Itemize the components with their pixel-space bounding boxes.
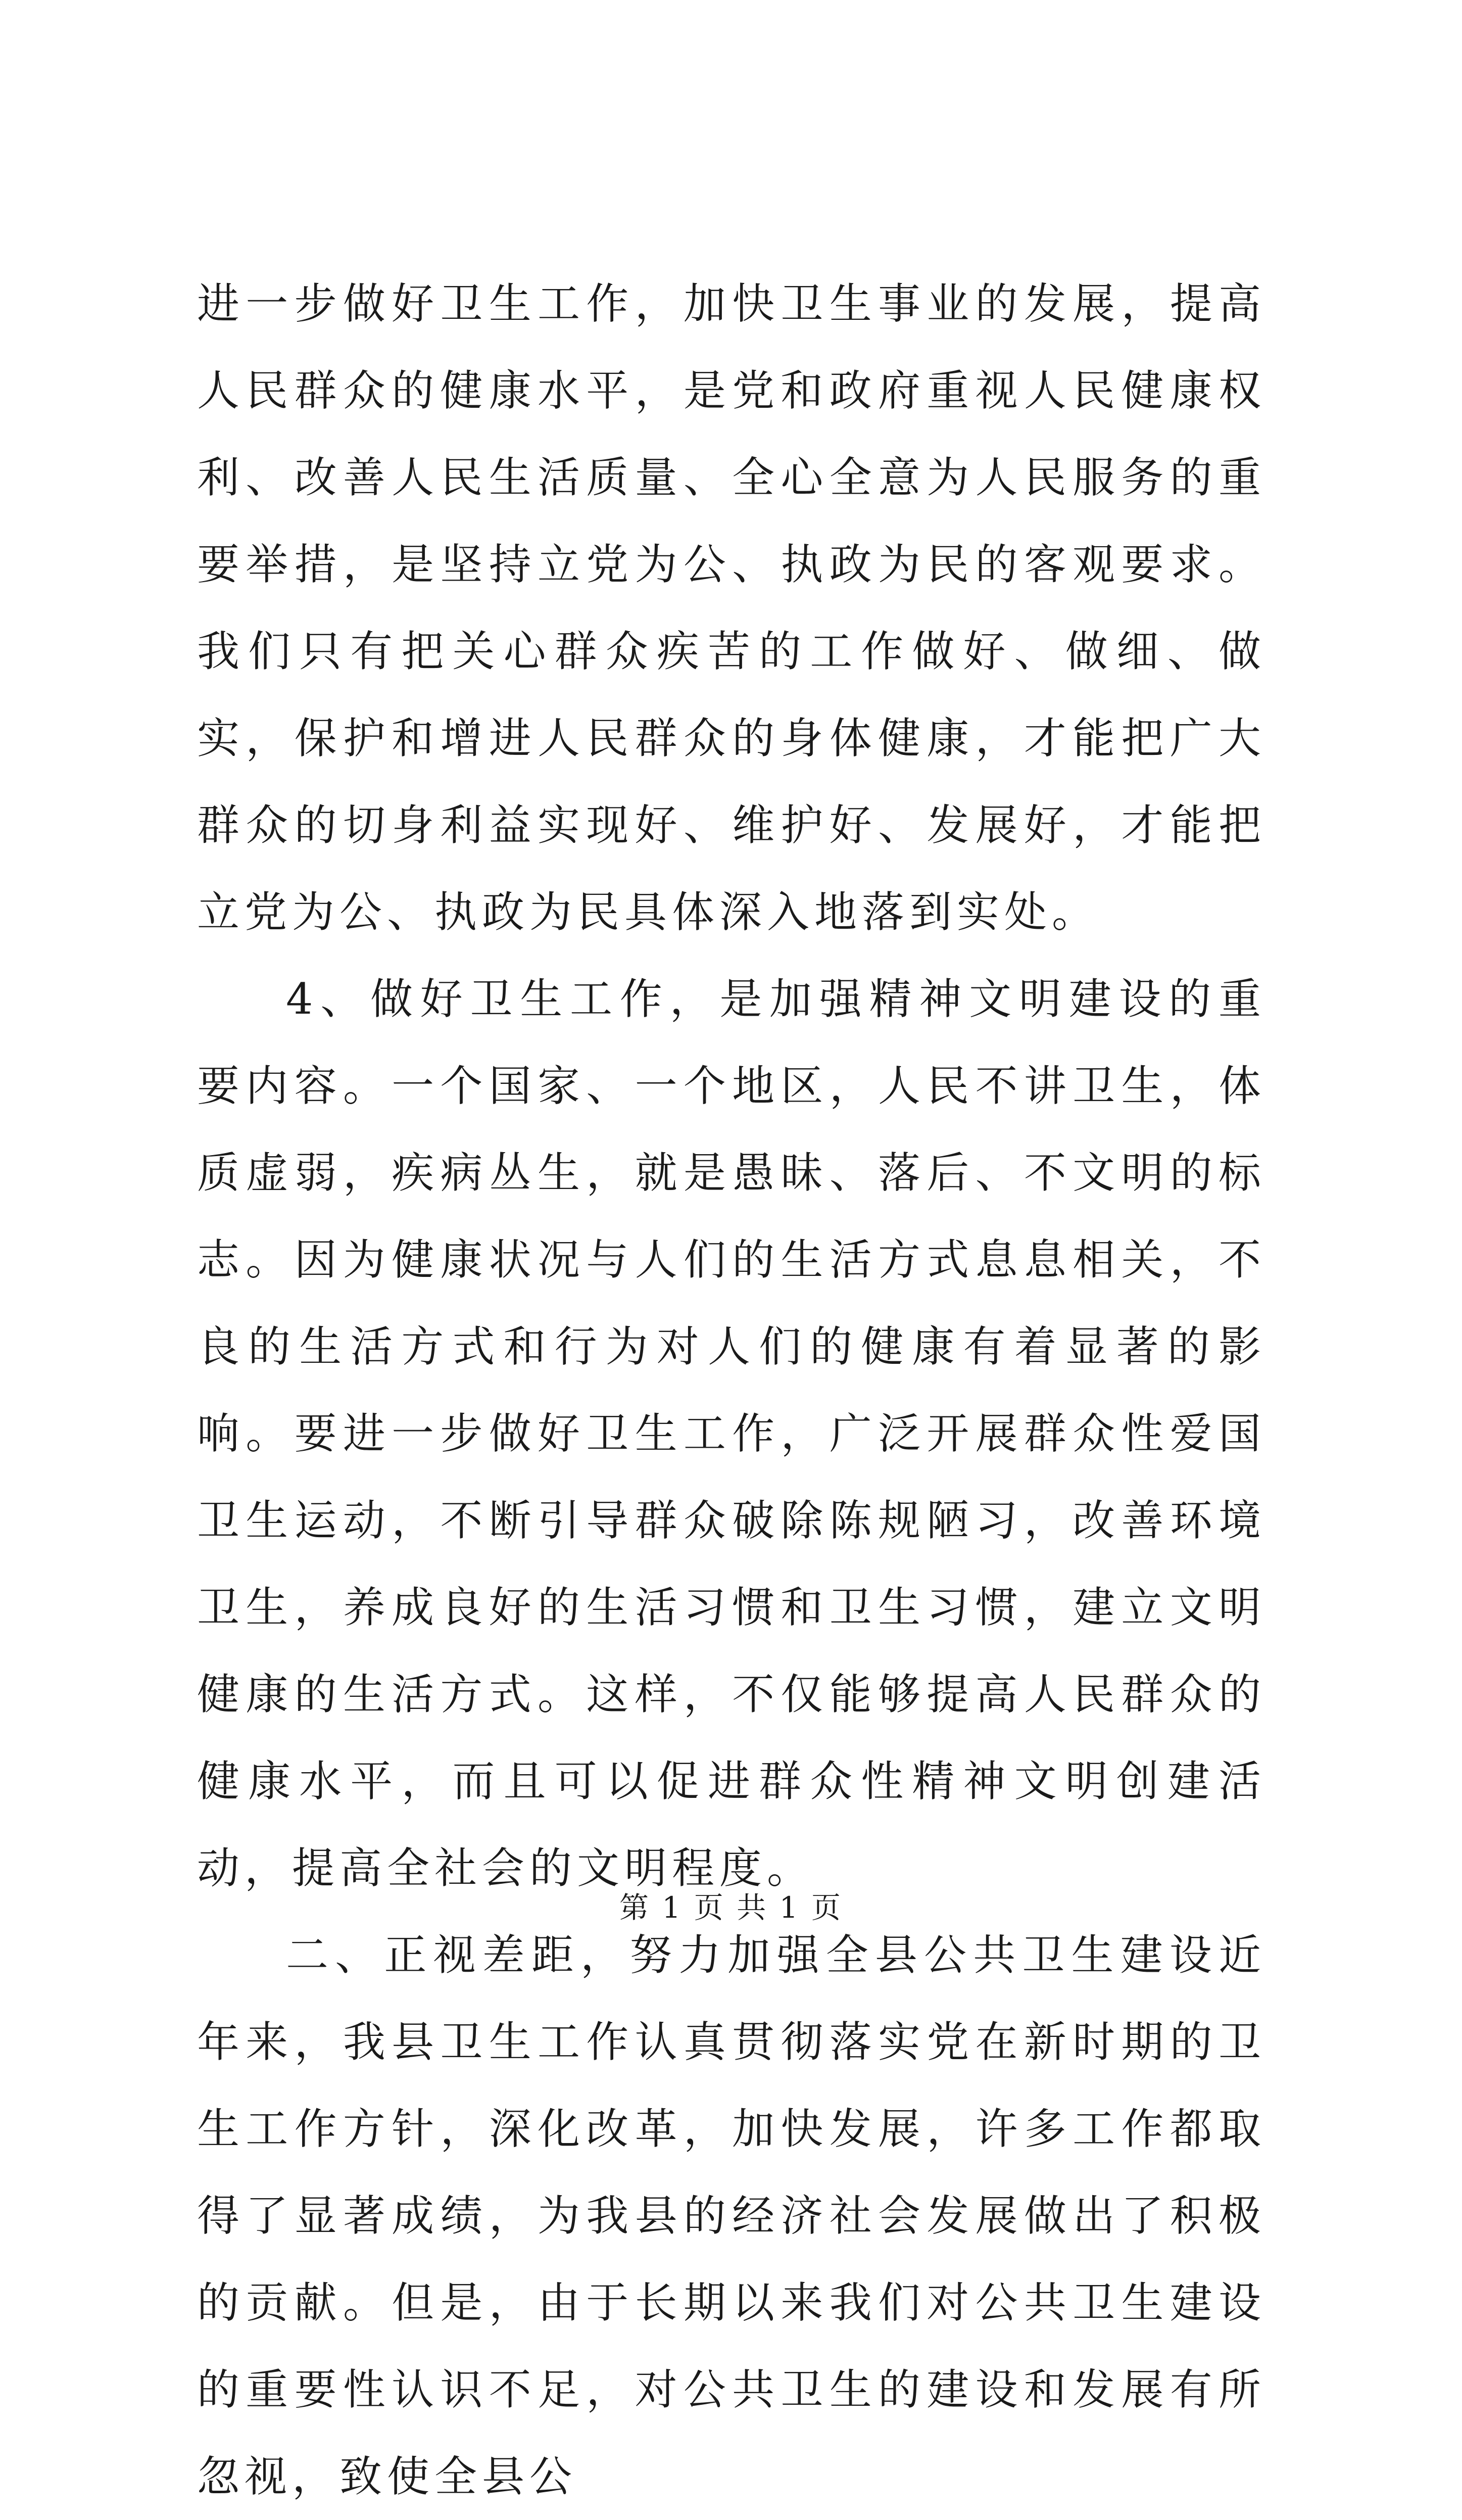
paragraph-3: 二、正视差距，努力加强全县公共卫生建设近年来，我县卫生工作认真贯彻落实党在新时期的卫生工作方针，深化改革，加快发展，许多工作都取得了显著成绩，为我县的经济社会发展做出了积极的贡献。但是，由于长期以来我们对公共卫生建设的重要性认识不足，对公共卫生的建设和发展有所忽视，致使全县公 <box>197 1930 1266 2501</box>
page-footer: 第 1 页 共 1 页 <box>619 1890 843 1925</box>
document-body <box>197 260 1266 2520</box>
paragraph-1: 进一步做好卫生工作，加快卫生事业的发展，提高人民群众的健康水平，是党和政府重视人民健康权利、改善人民生活质量、全心全意为人民服务的重要举措，是坚持立党为公、执政为民的客观要求。我们只有把关心群众疾苦的工作做好、做细、做实，保护和增进人民群众的身体健康，才能把广大群众的切身利益实现好、维护好、发展好，才能把立党为公、执政为民具体深入地落到实处。 <box>197 279 1266 937</box>
paragraph-2: 4、做好卫生工作，是加强精神文明建设的重要内容。一个国家、一个地区，人民不讲卫生，体质虚弱，疾病丛生，就是愚昧、落后、不文明的标志。因为健康状况与人们的生活方式息息相关，不良的生活方式和行为对人们的健康有着显著的影响。要进一步做好卫生工作，广泛开展群众性爱国卫生运动，不断引导群众破除陈规陋习，改善环境卫生，养成良好的生活习惯和卫生习惯，建立文明健康的生活方式。这样，不仅能够提高人民群众的健康水平，而且可以促进群众性精神文明创建活动，提高全社会的文明程度。 <box>197 974 1266 1893</box>
